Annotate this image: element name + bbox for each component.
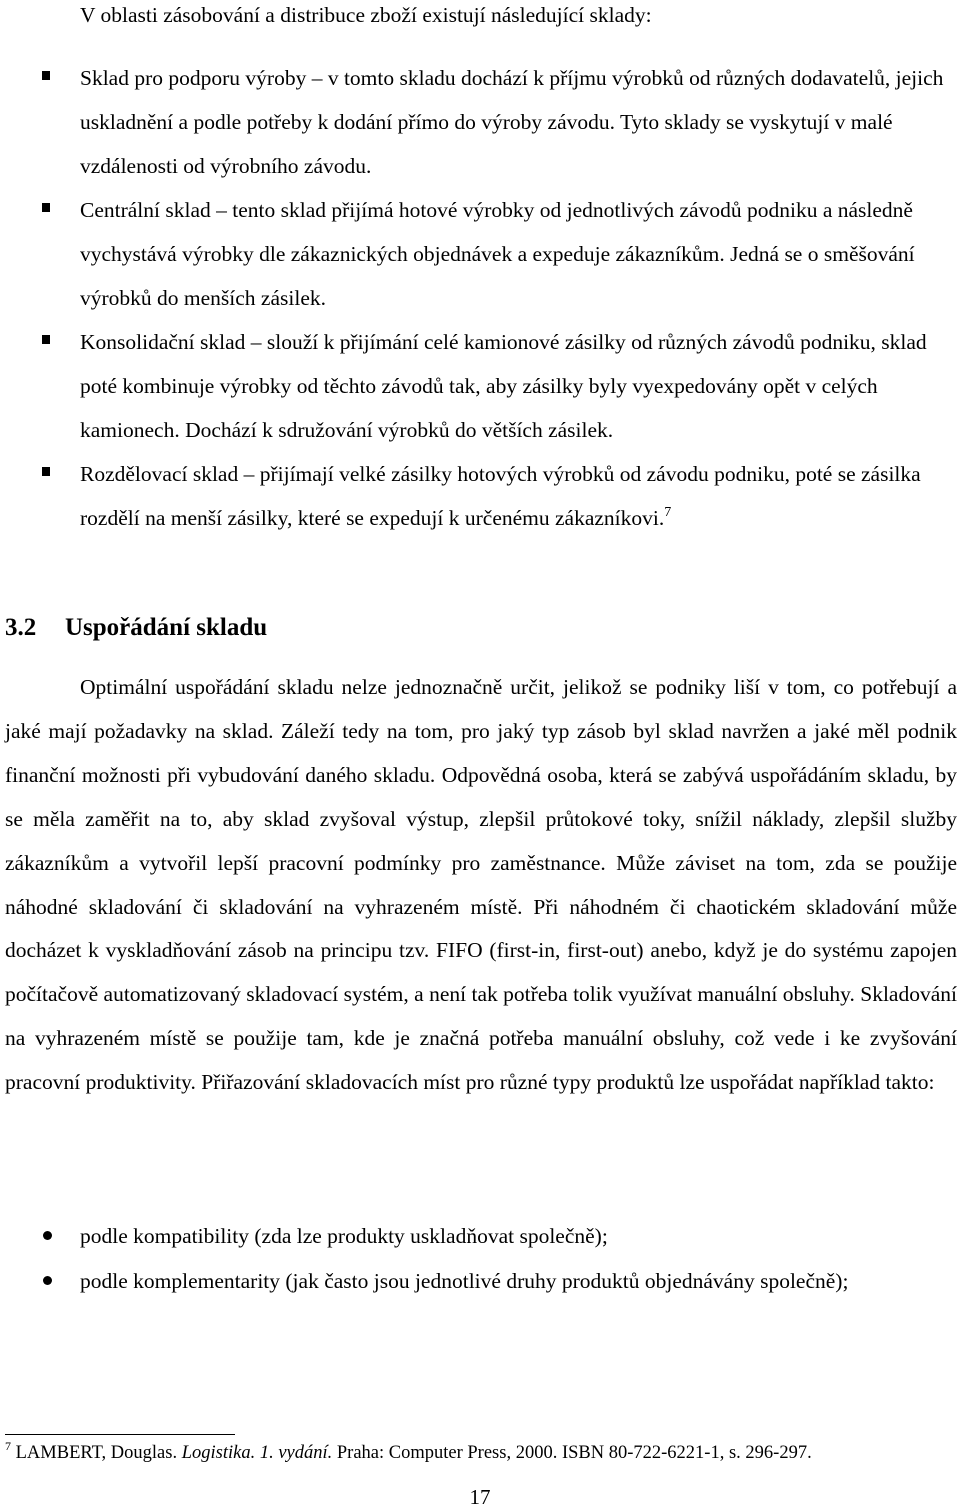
footnote-divider <box>5 1434 235 1435</box>
warehouse-types-list <box>80 56 960 540</box>
page-number: 17 <box>469 1485 491 1509</box>
list-item <box>80 452 960 540</box>
list-item <box>80 188 960 320</box>
list-item <box>80 56 960 188</box>
section-number: 3.2 <box>5 614 37 641</box>
list-item <box>80 1214 940 1258</box>
list-item <box>80 1259 940 1303</box>
footnote-title: Logistika. 1. vydání. <box>181 1443 333 1463</box>
list-item-text: Centrální sklad – tento sklad přijímá hotové výrobky od jednotlivých závodů podniku a následně vychystává výrobky dle zákaznických objednávek a expeduje zákazníkům. Jedná se o směšování výrobků do menších zásilek. <box>80 198 915 310</box>
footnote <box>5 1440 812 1466</box>
footnote-publication: Praha: Computer Press, 2000. ISBN 80-722-6221-1, s. 296-297. <box>336 1443 812 1463</box>
list-item <box>80 320 960 452</box>
list-item-text: Rozdělovací sklad – přijímají velké zásilky hotových výrobků od závodu podniku, poté se zásilka rozdělí na menší zásilky, které se expedují k určenému zákazníkovi. <box>80 462 921 530</box>
bullet-dot-icon <box>43 1276 52 1285</box>
body-paragraph: Optimální uspořádání skladu nelze jednoznačně určit, jelikož se podniky liší v tom, co potřebují a jaké mají požadavky na sklad. Záleží tedy na tom, pro jaký typ zásob byl sklad navržen a jaké měl podnik finanční možnosti při vybudování daného skladu. Odpovědná osoba, která se zabývá uspořádáním skladu, by se měla zaměřit na to, aby sklad zvyšoval výstup, zlepšil průtokové toky, snížil náklady, zlepšil služby zákazníkům a vytvořil lepší pracovní podmínky pro zaměstnance. Může záviset na tom, zda se použije náhodné skladování či skladování na vyhrazeném místě. Při náhodném či chaotickém skladování může docházet k vyskladňování zásob na principu tzv. FIFO (first-in, first-out) anebo, když je do systému zapojen počítačově automatizovaný skladovací systém, a není tak potřeba tolik využívat manuální obsluhy. Skladování na vyhrazeném místě se použije tam, kde je značná potřeba manuální obsluhy, což vede i ke zvyšování pracovní produktivity. Přiřazování skladovacích míst pro různé typy produktů lze uspořádat například takto: <box>5 675 957 1095</box>
square-bullet-icon <box>42 71 50 80</box>
list-item-text: podle komplementarity (jak často jsou jednotlivé druhy produktů objednávány společně); <box>80 1269 849 1293</box>
square-bullet-icon <box>42 203 50 212</box>
footnote-author: LAMBERT, Douglas. <box>15 1443 178 1463</box>
footnote-number: 7 <box>5 1439 11 1453</box>
intro-text: V oblasti zásobování a distribuce zboží existují následující sklady: <box>80 3 652 27</box>
list-item-text: Konsolidační sklad – slouží k přijímání celé kamionové zásilky od různých závodů podniku, sklad poté kombinuje výrobky od těchto závodů tak, aby zásilky byly vyexpedovány opět v celých kamionech. Dochází k sdružování výrobků do větších zásilek. <box>80 330 927 442</box>
list-item-text: Sklad pro podporu výroby – v tomto skladu dochází k příjmu výrobků od různých dodavatelů, jejich uskladnění a podle potřeby k dodání přímo do výroby závodu. Tyto sklady se vyskytují v malé vzdálenosti od výrobního závodu. <box>80 66 944 178</box>
list-item-text: podle kompatibility (zda lze produkty uskladňovat společně); <box>80 1224 608 1248</box>
footnote-reference[interactable]: 7 <box>664 505 672 520</box>
section-title: Uspořádání skladu <box>65 614 268 641</box>
section-heading <box>5 608 267 648</box>
square-bullet-icon <box>42 335 50 344</box>
square-bullet-icon <box>42 467 50 476</box>
bullet-dot-icon <box>43 1231 52 1240</box>
assignment-criteria-list <box>80 1214 940 1304</box>
